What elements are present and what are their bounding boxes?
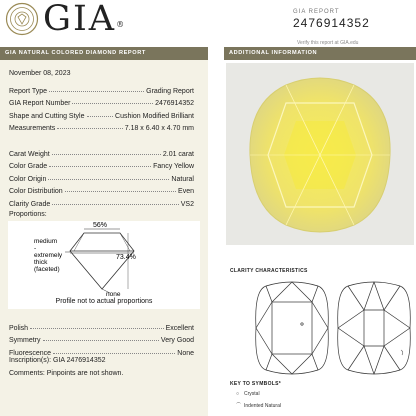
field-row <box>9 95 194 108</box>
grade-row <box>9 195 194 208</box>
finish-row <box>9 332 194 345</box>
key-to-symbols-title: KEY TO SYMBOLS* <box>230 381 281 387</box>
finish-value: Excellent <box>165 324 194 332</box>
grade-label: Carat Weight <box>9 150 50 158</box>
report-id-block <box>293 9 413 46</box>
grade-label: Color Grade <box>9 163 48 170</box>
table-percent: 56% <box>93 222 108 229</box>
inscription-text: Inscription(s): GIA 2476914352 <box>9 357 106 364</box>
grading-section-title: GIA NATURAL COLORED DIAMOND REPORT <box>0 47 208 60</box>
clarity-plot-diagrams <box>254 280 416 376</box>
grade-value: Even <box>178 188 194 195</box>
report-date: November 08, 2023 <box>9 70 71 77</box>
field-value: Cushion Modified Brilliant <box>115 112 194 120</box>
key-item-label: Indented Natural <box>244 403 281 409</box>
field-value: Grading Report <box>146 87 194 95</box>
field-row <box>9 107 194 120</box>
girdle-text-5: (faceted) <box>34 266 60 273</box>
girdle-text-2: - <box>34 245 37 252</box>
proportions-label: Proportions: <box>9 211 47 218</box>
finish-row <box>9 319 194 332</box>
grade-value: 2.01 carat <box>162 150 194 158</box>
finish-label: Polish <box>9 324 29 332</box>
field-value: 7.18 x 6.40 x 4.70 mm <box>124 125 194 132</box>
key-item-crystal <box>236 391 260 397</box>
girdle-text-1: medium <box>34 238 58 245</box>
grade-row <box>9 158 194 171</box>
finish-value: Very Good <box>160 337 194 344</box>
grade-label: Color Origin <box>9 175 47 183</box>
girdle-text-4: thick <box>34 259 48 266</box>
culet-text: none <box>106 291 121 297</box>
finish-row <box>9 344 194 357</box>
grade-label: Clarity Grade <box>9 200 51 208</box>
finish-label: Symmetry <box>9 337 41 344</box>
comments-text: Comments: Pinpoints are not shown. <box>9 370 124 377</box>
crystal-symbol-icon: ○ <box>236 391 240 397</box>
finish-value: None <box>177 349 194 357</box>
report-label: GIA REPORT <box>293 9 340 15</box>
grading-fields <box>9 145 194 208</box>
field-label: Measurements <box>9 125 56 132</box>
report-number: 2476914352 <box>293 16 370 30</box>
field-label: Shape and Cutting Style <box>9 112 85 120</box>
field-row <box>9 120 194 133</box>
field-value: 2476914352 <box>155 100 194 107</box>
field-label: GIA Report Number <box>9 100 71 107</box>
grade-label: Color Distribution <box>9 188 63 195</box>
grade-row <box>9 183 194 196</box>
additional-info-panel <box>224 47 416 416</box>
girdle-text-3: extremely <box>34 252 63 259</box>
crown-plot <box>256 282 329 374</box>
key-item-label: Crystal <box>244 391 260 397</box>
report-header <box>0 0 416 47</box>
pavilion-plot <box>338 282 411 374</box>
proportions-diagram <box>8 221 200 309</box>
finish-fields <box>9 319 194 357</box>
grade-row <box>9 145 194 158</box>
gia-seal-logo <box>5 2 39 36</box>
verify-link[interactable]: Verify this report at GIA.edu <box>297 40 359 46</box>
grade-row <box>9 170 194 183</box>
indented-natural-symbol-icon: ⌒ <box>236 403 242 409</box>
grading-panel <box>0 47 208 416</box>
grade-value: VS2 <box>180 200 194 208</box>
diamond-photo <box>226 63 414 245</box>
grade-value: Natural <box>171 175 194 183</box>
clarity-characteristics-title: CLARITY CHARACTERISTICS <box>230 268 308 274</box>
depth-percent: 73.4% <box>116 254 136 261</box>
field-row <box>9 82 194 95</box>
report-fields <box>9 82 194 132</box>
finish-label: Fluorescence <box>9 349 52 357</box>
grade-value: Fancy Yellow <box>153 163 194 170</box>
additional-section-title: ADDITIONAL INFORMATION <box>224 47 416 60</box>
brand-logo-text: GIA® <box>43 0 127 39</box>
key-item-indented-natural <box>236 402 281 409</box>
field-label: Report Type <box>9 87 48 95</box>
proportions-note: Profile not to actual proportions <box>55 298 153 305</box>
diamond-profile-diagram <box>8 221 200 297</box>
